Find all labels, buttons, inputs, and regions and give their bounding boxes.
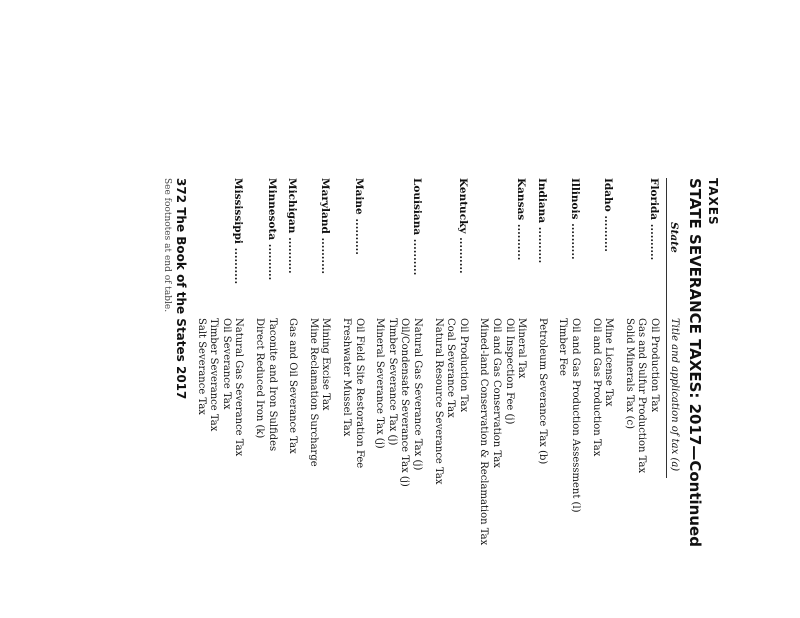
tax-title: Salt Severance Tax	[195, 318, 207, 415]
tax-title: Gas and Oil Severance Tax	[287, 318, 299, 454]
state-name: Maryland ..........	[319, 178, 332, 275]
state-name: Minnesota ..........	[265, 178, 278, 281]
state-name: Michigan ..........	[286, 178, 299, 274]
tax-title: Natural Gas Severance Tax	[233, 318, 245, 457]
tax-title: Oil Inspection Fee (j)	[503, 318, 515, 425]
tax-title: Taconite and Iron Sulfides	[266, 318, 278, 452]
tax-title: Timber Severance Tax	[208, 318, 220, 432]
tax-title: Petroleum Severance Tax (b)	[536, 318, 548, 465]
state-name: Maine ..........	[352, 178, 365, 255]
state-name: Florida ..........	[648, 178, 660, 261]
tax-title: Mine License Tax	[603, 318, 615, 407]
tax-title: Timber Fee	[557, 318, 569, 376]
tax-title: Timber Severance Tax (j)	[386, 318, 398, 446]
tax-title: Mined-land Conservation & Reclamation Tax	[478, 318, 490, 546]
tax-title: Oil Production Tax	[457, 318, 469, 413]
rotated-page-content	[130, 178, 720, 598]
state-name: Indiana ..........	[535, 178, 548, 264]
tax-title: Oil/Condensate Severance Tax (j)	[399, 318, 411, 487]
header-rule	[666, 178, 667, 478]
tax-title: Oil Field Site Restoration Fee	[353, 318, 365, 469]
tax-title: Oil and Gas Production Tax	[590, 318, 602, 457]
state-name: Illinois ..........	[569, 178, 581, 260]
tax-title: Oil Production Tax	[649, 318, 660, 413]
column-header-tax: Title and application of tax (a)	[669, 318, 680, 472]
page-footer: 372 The Book of the States 2017	[174, 178, 188, 400]
footnote: See footnotes at end of table.	[162, 178, 172, 313]
section-heading: TAXES	[706, 178, 720, 226]
tax-title: Natural Resource Severance Tax	[432, 318, 444, 485]
tax-title: Coal Severance Tax	[445, 318, 457, 418]
tax-title: Mining Excise Tax	[320, 318, 332, 411]
tax-title: Oil and Gas Production Assessment (l)	[570, 318, 581, 513]
tax-title: Mine Reclamation Surcharge	[307, 318, 319, 467]
tax-title: Direct Reduced Iron (k)	[254, 318, 265, 439]
table-title: STATE SEVERANCE TAXES: 2017—Continued	[686, 178, 704, 547]
column-header-state: State	[668, 222, 680, 253]
state-name: Kansas ..........	[515, 178, 528, 261]
state-name: Idaho ..........	[602, 178, 615, 252]
tax-title: Gas and Sulfur Production Tax	[636, 318, 648, 474]
tax-title: Oil Severance Tax	[220, 318, 232, 410]
tax-title: Freshwater Mussel Tax	[341, 318, 352, 437]
tax-title: Natural Gas Severance Tax (j)	[412, 318, 423, 471]
tax-title: Mineral Tax	[516, 318, 528, 379]
state-name: Mississippi ..........	[232, 178, 245, 285]
tax-title: Solid Minerals Tax (c)	[623, 318, 635, 429]
state-name: Louisiana ..........	[411, 178, 423, 276]
tax-title: Oil and Gas Conservation Tax	[491, 318, 502, 468]
state-name: Kentucky ..........	[456, 178, 469, 274]
tax-title: Mineral Severance Tax (j)	[374, 318, 386, 449]
